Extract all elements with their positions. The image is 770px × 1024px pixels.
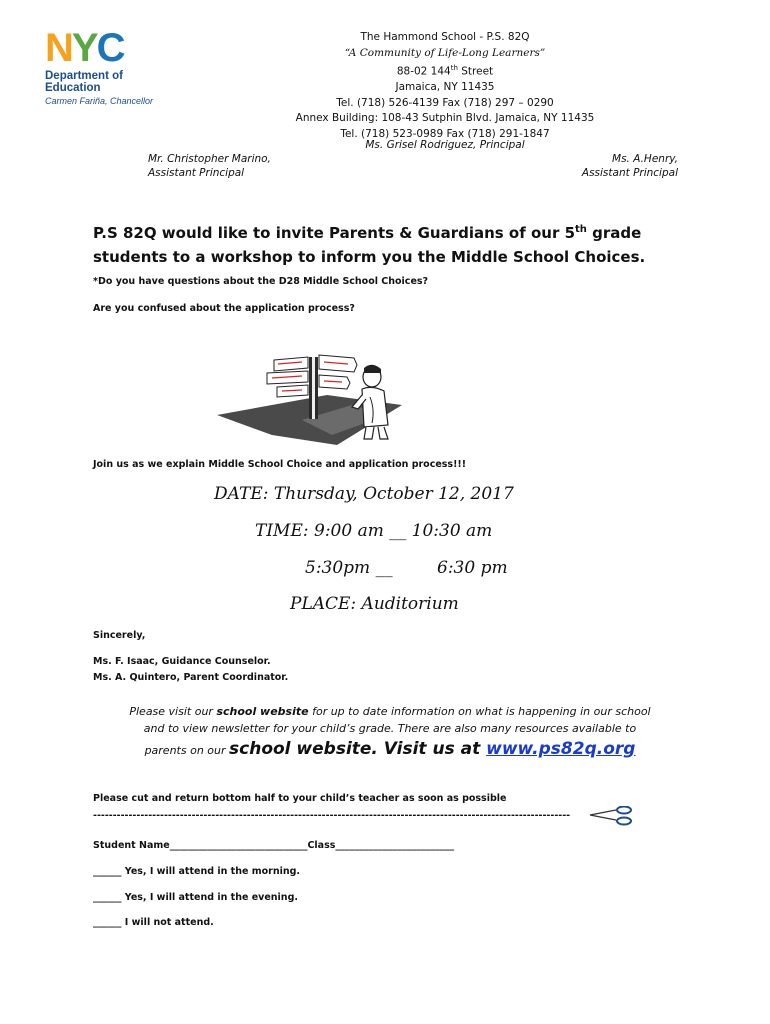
event-time-evening-end: 6:30 pm [437, 558, 508, 578]
phone-line: Tel. (718) 526-4139 Fax (718) 297 – 0290 [336, 96, 554, 109]
return-instruction: Please cut and return bottom half to your child’s teacher as soon as possible [93, 793, 507, 804]
ap-right: Ms. A.Henry, Assistant Principal [581, 153, 678, 179]
school-header [230, 30, 660, 142]
sincerely: Sincerely, [93, 630, 146, 641]
street-address: 88-02 144th Street [396, 64, 494, 78]
question-1: *Do you have questions about the D28 Middle School Choices? [93, 276, 429, 287]
city-line: Jamaica, NY 11435 [395, 81, 495, 93]
option-morning[interactable]: ______ Yes, I will attend in the morning. [93, 866, 301, 877]
event-place: PLACE: Auditorium [290, 594, 459, 614]
join-line: Join us as we explain Middle School Choice and application process!!! [93, 459, 467, 470]
principal: Ms. Grisel Rodriguez, Principal [365, 139, 525, 151]
event-time-morning: TIME: 9:00 am __ 10:30 am [255, 521, 493, 541]
school-name: The Hammond School - P.S. 82Q [360, 31, 530, 43]
scissors-icon [588, 806, 634, 826]
option-not-attend[interactable]: ______ I will not attend. [93, 917, 214, 928]
website-promo: Please visit our school website for up to date information on what is happening in our school and to view newsletter for your child’s grade. There are also many resources available to parents on our school website. Visit us at www.ps82q.org [129, 705, 651, 759]
event-time-evening-start: 5:30pm __ [305, 558, 393, 578]
annex-phone-line: Tel. (718) 523-0989 Fax (718) 291-1847 [340, 127, 550, 140]
nyc-logo-letters: NYC [45, 26, 124, 70]
chancellor: Carmen Fariña, Chancellor [45, 96, 154, 106]
signpost-clipart [212, 335, 412, 450]
signer-coordinator: Ms. A. Quintero, Parent Coordinator. [93, 672, 289, 683]
annex-line: Annex Building: 108-43 Sutphin Blvd. Jamaica, NY 11435 [295, 112, 595, 124]
student-name-class-field[interactable]: Student Name_____________________________Class_________________________ [93, 840, 455, 851]
signer-counselor: Ms. F. Isaac, Guidance Counselor. [93, 656, 271, 667]
doe-logo [45, 26, 154, 110]
question-2: Are you confused about the application process? [93, 303, 355, 314]
invite-title: P.S 82Q would like to invite Parents & Guardians of our 5th grade students to a workshop to inform you the Middle School Choices. [93, 224, 646, 266]
cut-line: ------------------------------------------------------------------------------------------------------------------------- [93, 810, 571, 821]
option-evening[interactable]: ______ Yes, I will attend in the evening. [93, 892, 298, 903]
website-link[interactable]: www.ps82q.org [486, 739, 636, 759]
dept-name: Department of Education [45, 70, 123, 94]
event-date: DATE: Thursday, October 12, 2017 [214, 484, 514, 504]
school-motto: “A Community of Life-Long Learners” [344, 46, 546, 59]
ap-left: Mr. Christopher Marino, Assistant Principal [148, 153, 271, 179]
